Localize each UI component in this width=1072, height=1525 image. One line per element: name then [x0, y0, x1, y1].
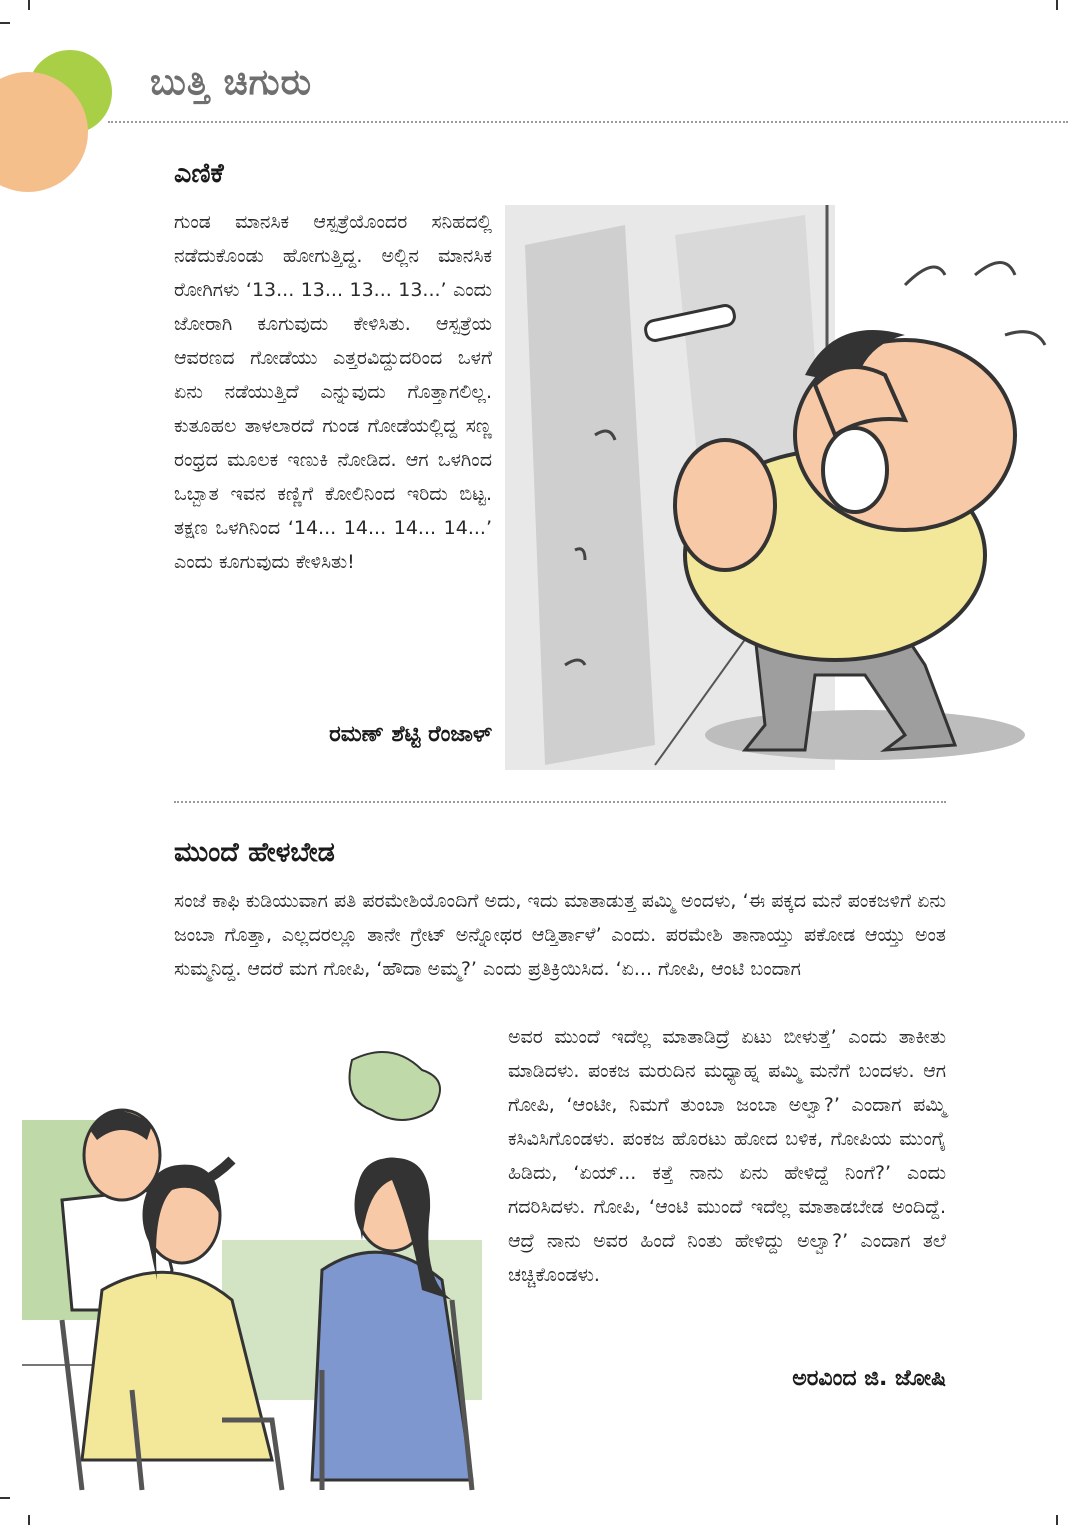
crop-mark	[28, 0, 30, 10]
story2-body-top: ಸಂಜೆ ಕಾಫಿ ಕುಡಿಯುವಾಗ ಪತಿ ಪರಮೇಶಿಯೊಂದಿಗೆ ಅದು, ಇದು ಮಾತಾಡುತ್ತ ಪಮ್ಮಿ ಅಂದಳು, ‘ಈ ಪಕ್ಕದ ಮನೆ ಪಂಕಜಳಿಗೆ ಏನು ಜಂಬಾ ಗೊತ್ತಾ, ಎಲ್ಲದರಲ್ಲೂ ತಾನೇ ಗ್ರೇಟ್ ಅನ್ನೋಥರ ಆಡ್ತಿರ್ತಾಳೆ’ ಎಂದು. ಪರಮೇಶಿ ತಾನಾಯ್ತು ಪಕೋಡ ಆಯ್ತು ಅಂತ ಸುಮ್ಮನಿದ್ದ. ಆದರೆ ಮಗ ಗೋಪಿ, ‘ಹೌದಾ ಅಮ್ಮ?’ ಎಂದು ಪ್ರತಿಕ್ರಿಯಿಸಿದ. ‘ಏ... ಗೋಪಿ, ಆಂಟಿ ಬಂದಾಗ	[174, 890, 946, 980]
floor-shadow	[705, 710, 1025, 760]
header-divider	[108, 121, 1068, 123]
arm-left	[675, 440, 775, 570]
story1-body: ಗುಂಡ ಮಾನಸಿಕ ಆಸ್ಪತ್ರೆಯೊಂದರ ಸನಿಹದಲ್ಲಿ ನಡೆದುಕೊಂಡು ಹೋಗುತ್ತಿದ್ದ. ಅಲ್ಲಿನ ಮಾನಸಿಕ ರೋಗಿಗಳು ‘13... 13... 13... 13...’ ಎಂದು ಜೋರಾಗಿ ಕೂಗುವುದು ಕೇಳಿಸಿತು. ಆಸ್ಪತ್ರೆಯ ಆವರಣದ ಗೋಡೆಯು ಎತ್ತರವಿದ್ದುದರಿಂದ ಒಳಗೆ ಏನು ನಡೆಯುತ್ತಿದೆ ಎನ್ನುವುದು ಗೊತ್ತಾಗಲಿಲ್ಲ. ಕುತೂಹಲ ತಾಳಲಾರದೆ ಗುಂಡ ಗೋಡೆಯಲ್ಲಿದ್ದ ಸಣ್ಣ ರಂಧ್ರದ ಮೂಲಕ ಇಣುಕಿ ನೋಡಿದ. ಆಗ ಒಳಗಿಂದ ಒಬ್ಬಾತ ಇವನ ಕಣ್ಣಿಗೆ ಕೋಲಿನಿಂದ ಇರಿದು ಬಿಟ್ಟ. ತಕ್ಷಣ ಒಳಗಿನಿಂದ ‘14... 14... 14... 14...’ ಎಂದು ಕೂಗುವುದು ಕೇಳಿಸಿತು!	[174, 211, 492, 573]
crop-mark	[0, 1497, 10, 1499]
tree-blob	[350, 1052, 441, 1120]
story2-title: ಮುಂದೆ ಹೇಳಬೇಡ	[174, 837, 335, 868]
cartoon-man-wall	[505, 205, 1050, 770]
story1-title: ಎಣಿಕೆ	[174, 158, 224, 189]
circle-decoration	[0, 50, 120, 210]
crop-mark	[0, 22, 10, 24]
crop-mark	[1056, 0, 1058, 10]
cartoon-family	[22, 1040, 498, 1500]
story2-author: ಅರವಿಂದ ಜಿ. ಜೋಷಿ	[792, 1366, 946, 1391]
motion-lines	[905, 263, 1045, 346]
story1-author: ರಮಣ್ ಶೆಟ್ಟಿ ರೆಂಜಾಳ್	[329, 722, 492, 747]
section-title: ಬುತ್ತಿ ಚಿಗುರು	[150, 62, 313, 103]
mouth	[823, 428, 887, 512]
crop-mark	[1056, 1515, 1058, 1525]
story2-body-bottom: ಅವರ ಮುಂದೆ ಇದೆಲ್ಲ ಮಾತಾಡಿದ್ರೆ ಏಟು ಬೀಳುತ್ತೆ’ ಎಂದು ತಾಕೀತು ಮಾಡಿದಳು. ಪಂಕಜ ಮರುದಿನ ಮಧ್ಯಾಹ್ನ ಪಮ್ಮಿ ಮನೆಗೆ ಬಂದಳು. ಆಗ ಗೋಪಿ, ‘ಆಂಟೀ, ನಿಮಗೆ ತುಂಬಾ ಜಂಬಾ ಅಲ್ವಾ?’ ಎಂದಾಗ ಪಮ್ಮಿ ಕಸಿವಿಸಿಗೊಂಡಳು. ಪಂಕಜ ಹೊರಟು ಹೋದ ಬಳಿಕ, ಗೋಪಿಯ ಮುಂಗೈ ಹಿಡಿದು, ‘ಏಯ್... ಕತ್ತೆ ನಾನು ಏನು ಹೇಳಿದ್ದೆ ನಿಂಗೆ?’ ಎಂದು ಗದರಿಸಿದಳು. ಗೋಪಿ, ‘ಆಂಟಿ ಮುಂದೆ ಇದೆಲ್ಲ ಮಾತಾಡಬೇಡ ಅಂದಿದ್ದೆ. ಆದ್ರೆ ನಾನು ಅವರ ಹಿಂದೆ ನಿಂತು ಹೇಳಿದ್ದು ಅಲ್ವಾ?’ ಎಂದಾಗ ತಲೆ ಚಚ್ಚಿಕೊಂಡಳು.	[508, 1026, 946, 1286]
story-divider	[174, 801, 946, 803]
crop-mark	[28, 1515, 30, 1525]
